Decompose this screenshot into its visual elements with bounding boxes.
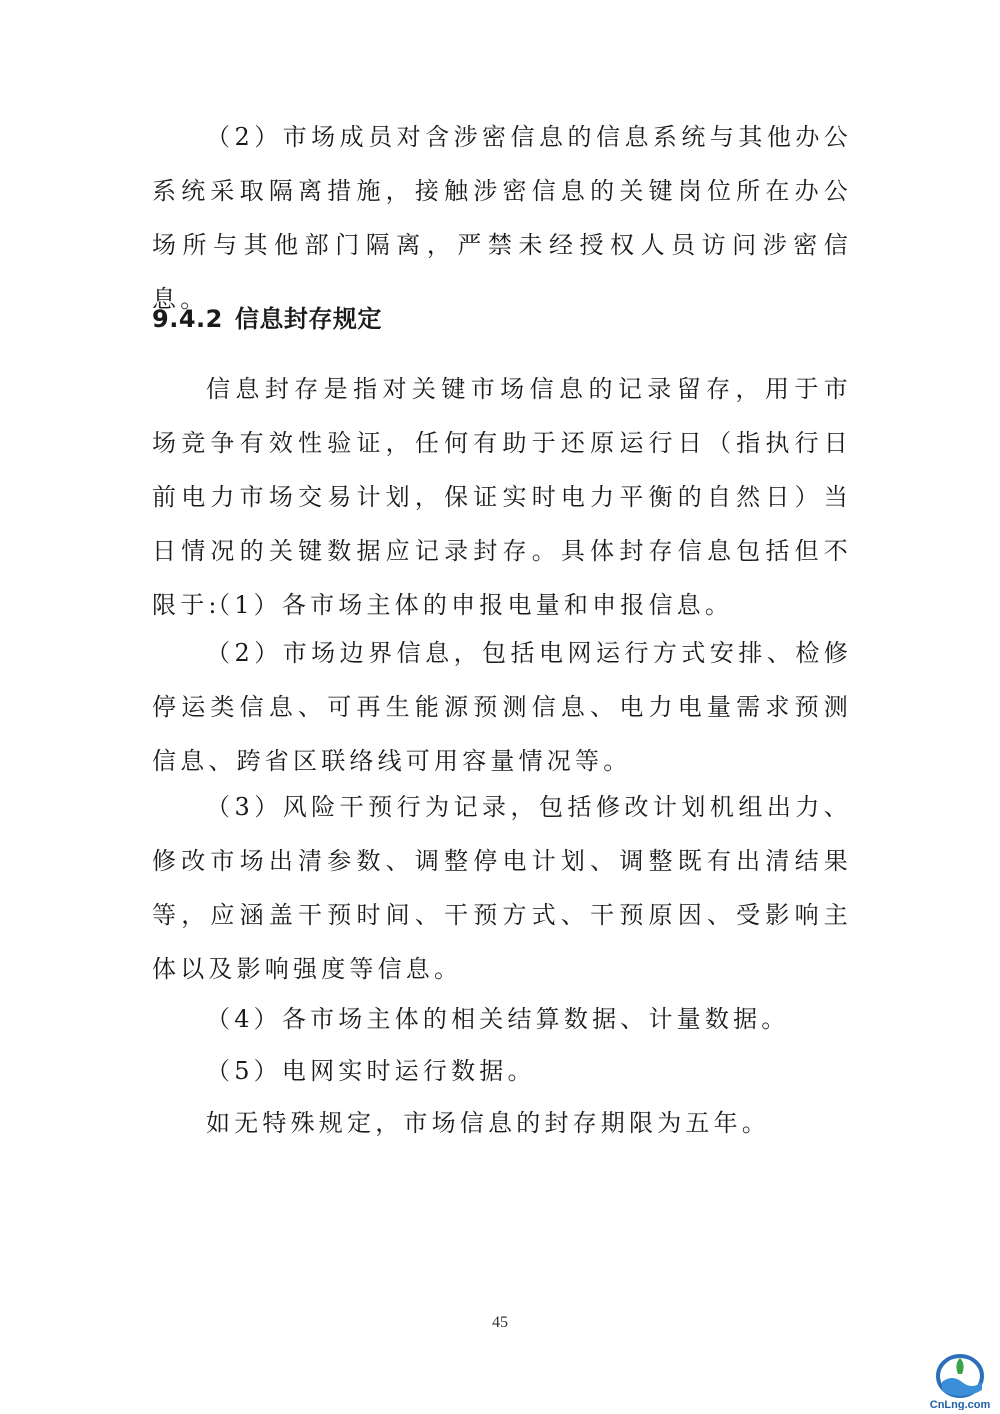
list-item-settlement-data: （4）各市场主体的相关结算数据、计量数据。 [206,1005,790,1033]
section-title: 信息封存规定 [234,305,382,333]
logo-text: CnLng.com [929,1399,991,1410]
paragraph-retention-period: 如无特殊规定，市场信息的封存期限为五年。 [206,1109,770,1137]
section-heading [152,292,382,346]
section-number: 9.4.2 [152,305,223,333]
cnlng-logo-icon [928,1352,992,1410]
list-item-realtime-data: （5）电网实时运行数据。 [206,1057,536,1085]
paragraph-info-sealing-definition: 信息封存是指对关键市场信息的记录留存，用于市场竞争有效性验证，任何有助于还原运行日（指执行日前电力市场交易计划，保证实时电力平衡的自然日）当日情况的关键数据应记录封存。具体封存信息包括但不限于: [152,375,852,619]
list-item-market-boundary-info: （2）市场边界信息，包括电网运行方式安排、检修停运类信息、可再生能源预测信息、电力电量需求预测信息、跨省区联络线可用容量情况等。 [152,639,852,775]
paragraph-isolation-measures: （2）市场成员对含涉密信息的信息系统与其他办公系统采取隔离措施，接触涉密信息的关键岗位所在办公场所与其他部门隔离，严禁未经授权人员访问涉密信息。 [152,123,852,313]
list-item-risk-intervention-records: （3）风险干预行为记录，包括修改计划机组出力、修改市场出清参数、调整停电计划、调整既有出清结果等，应涵盖干预时间、干预方式、干预原因、受影响主体以及影响强度等信息。 [152,793,852,983]
page-number: 45 [492,1314,508,1331]
list-item-declaration-info: （1）各市场主体的申报电量和申报信息。 [206,591,734,619]
